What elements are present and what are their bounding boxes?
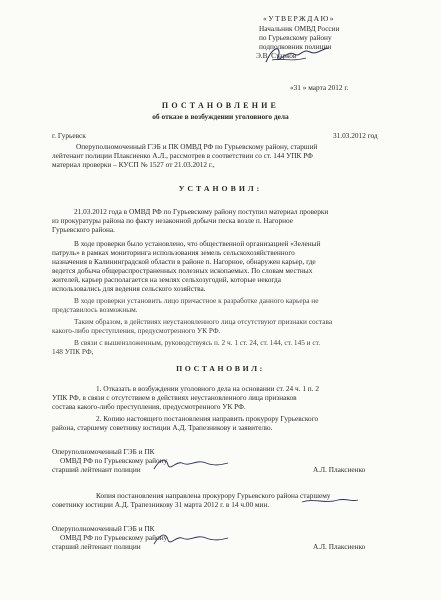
established-line: 21.03.2012 года в ОМВД РФ по Гурьевскому району поступил материал проверки (74, 207, 329, 216)
established-line: представилось возможным. (52, 305, 138, 314)
established-line: Таким образом, в действиях неустановленного лица отсутствуют признаки состава (74, 317, 333, 326)
document-subtitle: об отказе в возбуждении уголовного дела (152, 112, 289, 121)
signature2-position: Оперуполномоченный ГЭБ и ПК (52, 524, 155, 533)
resolved-line: 1. Отказать в возбуждении уголовного дела на основании ст. 24 ч. 1 п. 2 (96, 384, 320, 393)
document-date: 31.03.2012 год (333, 131, 378, 140)
approval-rank: подполковник полиции (259, 42, 332, 51)
resolved-line: состава какого-либо преступления, предусмотренного УК РФ. (52, 402, 246, 411)
resolved-line: 2. Копию настоящего постановления направить прокурору Гурьевского (96, 414, 319, 423)
copy-note-line: Копия постановления направлена прокурору Гурьевского района старшему (96, 491, 331, 500)
approval-date: «31 » марта 2012 г. (290, 83, 349, 92)
approval-position: Начальник ОМВД России (259, 24, 340, 33)
document-title: ПОСТАНОВЛЕНИЕ (161, 101, 280, 110)
signature1-position: Оперуполномоченный ГЭБ и ПК (52, 447, 155, 456)
resolved-line: района, старшему советнику юстиции А.Д. Трапезникову и заявителю. (52, 423, 273, 432)
established-line: какого-либо преступления, предусмотренного УК РФ. (52, 326, 221, 335)
approval-header: «УТВЕРЖДАЮ» (263, 14, 335, 23)
established-line: В связи с вышеизложенным, руководствуясь п. 2 ч. 1 ст. 24, ст. 144, ст. 145 и ст. (74, 338, 321, 347)
intro-line: Оперуполномоченный ГЭБ и ПК ОМВД РФ по Гурьевскому району, старший (76, 142, 318, 151)
established-line: В ходе проверки было установлено, что общественной организацией «Зеленый (74, 239, 321, 248)
section-resolved-heading: ПОСТАНОВИЛ: (176, 364, 265, 373)
established-line: патруль» в рамках мониторинга использования земель сельскохозяйственного (52, 248, 295, 257)
signature2-rank: старший лейтенант полиции (52, 542, 141, 551)
signature2-name: А.Л. Плаксиенко (313, 542, 366, 551)
section-established-heading: УСТАНОВИЛ: (178, 184, 263, 193)
established-line: жителей, карьер располагается на землях сельхозугодий, которые некогда (52, 275, 281, 284)
signature1-department: ОМВД РФ по Гурьевскому району (60, 456, 168, 465)
signature1-name: А.Л. Плаксиенко (313, 465, 366, 474)
established-line: использовались для ведения сельского хозяйства. (52, 284, 206, 293)
intro-line: материал проверки – КУСП № 1527 от 21.03.2012 г., (52, 160, 215, 169)
approval-name: Э.В. Старков (256, 51, 297, 60)
established-line: назначения в Калининградской области в районе п. Нагорное, обнаружен карьер, где (52, 257, 316, 266)
established-line: ведется добыча общераспространенных полезных ископаемых. По словам местных (52, 266, 313, 275)
resolved-line: УПК РФ, в связи с отсутствием в действиях неустановленного лица признаков (52, 393, 297, 402)
document-place: г. Гурьевск (52, 131, 86, 140)
signature2-department: ОМВД РФ по Гурьевскому району (60, 533, 168, 542)
approval-department: по Гурьевскому району (259, 33, 332, 42)
established-line: В ходе проверки установить лицо причастное к разработке данного карьера не (74, 296, 319, 305)
intro-line: лейтенант полиции Плаксиенко А.Л., рассмотрев в соответствии со ст. 144 УПК РФ (52, 151, 313, 160)
copy-note-line: советнику юстиции А.Д. Трапезникову 31 марта 2012 г. в 14 ч.00 мин. (52, 500, 270, 509)
established-line: 148 УПК РФ, (52, 347, 94, 356)
established-line: из прокуратуры района по факту незаконной добычи песка возле п. Нагорное (52, 216, 293, 225)
established-line: Гурьевского района. (52, 225, 115, 234)
signature1-rank: старший лейтенант полиции (52, 465, 141, 474)
